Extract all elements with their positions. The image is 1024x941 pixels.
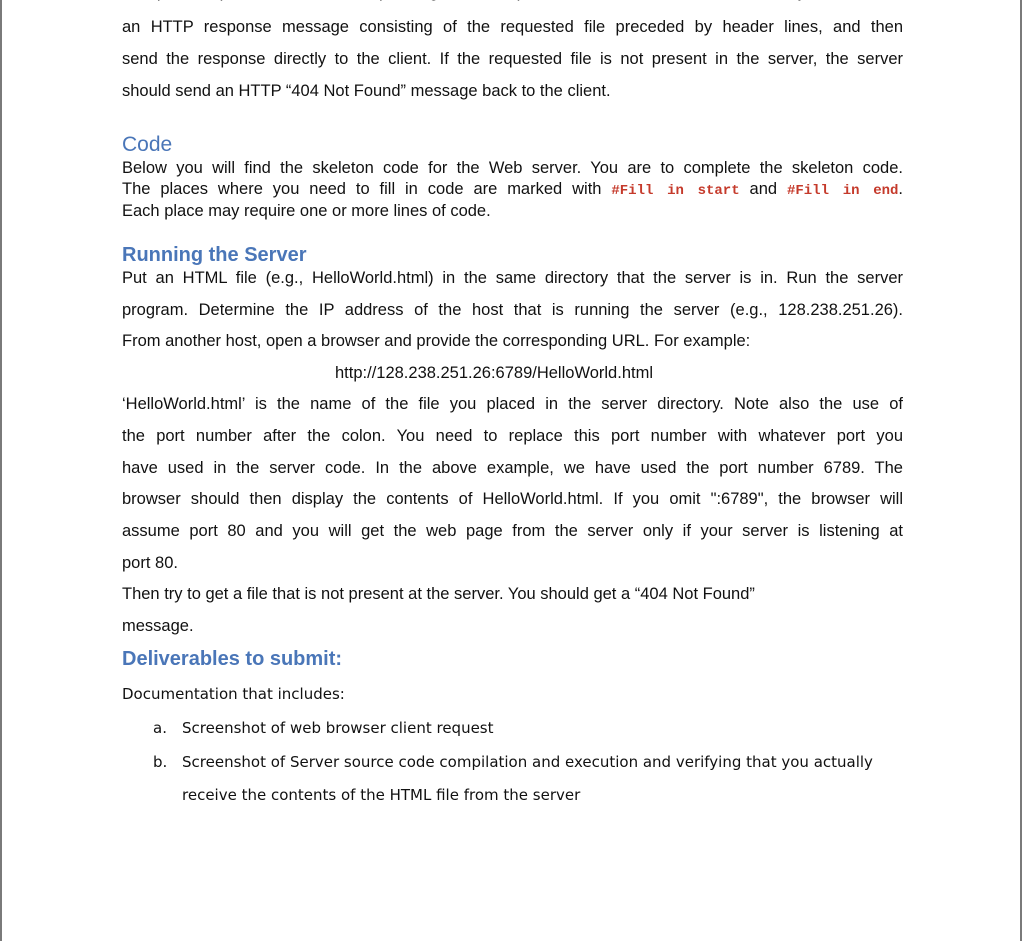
running-line-2: program. Determine the IP address of the host that is running the server (e.g., 128.238.251.26).: [122, 301, 903, 319]
intro-line-3: should send an HTTP “404 Not Found” message back to the client.: [122, 82, 611, 100]
example-url: http://128.238.251.26:6789/HelloWorld.html: [335, 364, 653, 382]
running-line-3: From another host, open a browser and provide the corresponding URL. For example:: [122, 332, 751, 350]
fill-in-end-marker: #Fill in end: [786, 183, 899, 199]
para2-line-4: browser should then display the contents of HelloWorld.html. If you omit ":6789", the browser will: [122, 490, 903, 508]
code-line-1: Below you will find the skeleton code for the Web server. You are to complete the skeleton code.: [122, 159, 903, 177]
para3-line-1: Then try to get a file that is not present at the server. You should get a “404 Not Found”: [122, 585, 755, 603]
intro-line-1: an HTTP response message consisting of the requested file preceded by header lines, and then: [122, 18, 903, 36]
intro-line-2: send the response directly to the client. If the requested file is not present in the server, the server: [122, 50, 903, 68]
code-line-2-text: The places where you need to fill in code are marked with: [122, 180, 612, 198]
code-heading: Code: [122, 133, 173, 156]
cut-off-text: [122, 0, 903, 2]
cut-off-line: [122, 0, 912, 2]
running-line-1: Put an HTML file (e.g., HelloWorld.html) in the same directory that the server is in. Run the server: [122, 269, 903, 287]
para2-line-5: assume port 80 and you will get the web page from the server only if your server is listening at: [122, 522, 903, 540]
fill-in-start-marker: #Fill in start: [611, 183, 740, 199]
para2-line-6: port 80.: [122, 554, 178, 572]
deliverables-intro: Documentation that includes:: [122, 685, 345, 703]
para2-line-3: have used in the server code. In the above example, we have used the port number 6789. The: [122, 459, 903, 477]
list-marker-a: a.: [153, 719, 167, 737]
running-heading: Running the Server: [122, 244, 307, 266]
para3-line-2: message.: [122, 617, 194, 635]
deliverables-heading: Deliverables to submit:: [122, 648, 343, 670]
list-item-b-line-1: Screenshot of Server source code compilation and execution and verifying that you actually: [182, 753, 873, 771]
code-line-3: Each place may require one or more lines of code.: [122, 202, 491, 220]
code-line-2-and: and: [739, 180, 787, 198]
list-item-a: Screenshot of web browser client request: [182, 719, 494, 737]
list-item-b-line-2: receive the contents of the HTML file from the server: [182, 786, 581, 804]
code-line-2: [122, 179, 903, 201]
para2-line-1: ‘HelloWorld.html’ is the name of the file you placed in the server directory. Note also the use of: [122, 395, 903, 413]
para2-line-2: the port number after the colon. You need to replace this port number with whatever port you: [122, 427, 903, 445]
code-line-2-period: .: [898, 180, 904, 198]
list-marker-b: b.: [153, 753, 168, 771]
